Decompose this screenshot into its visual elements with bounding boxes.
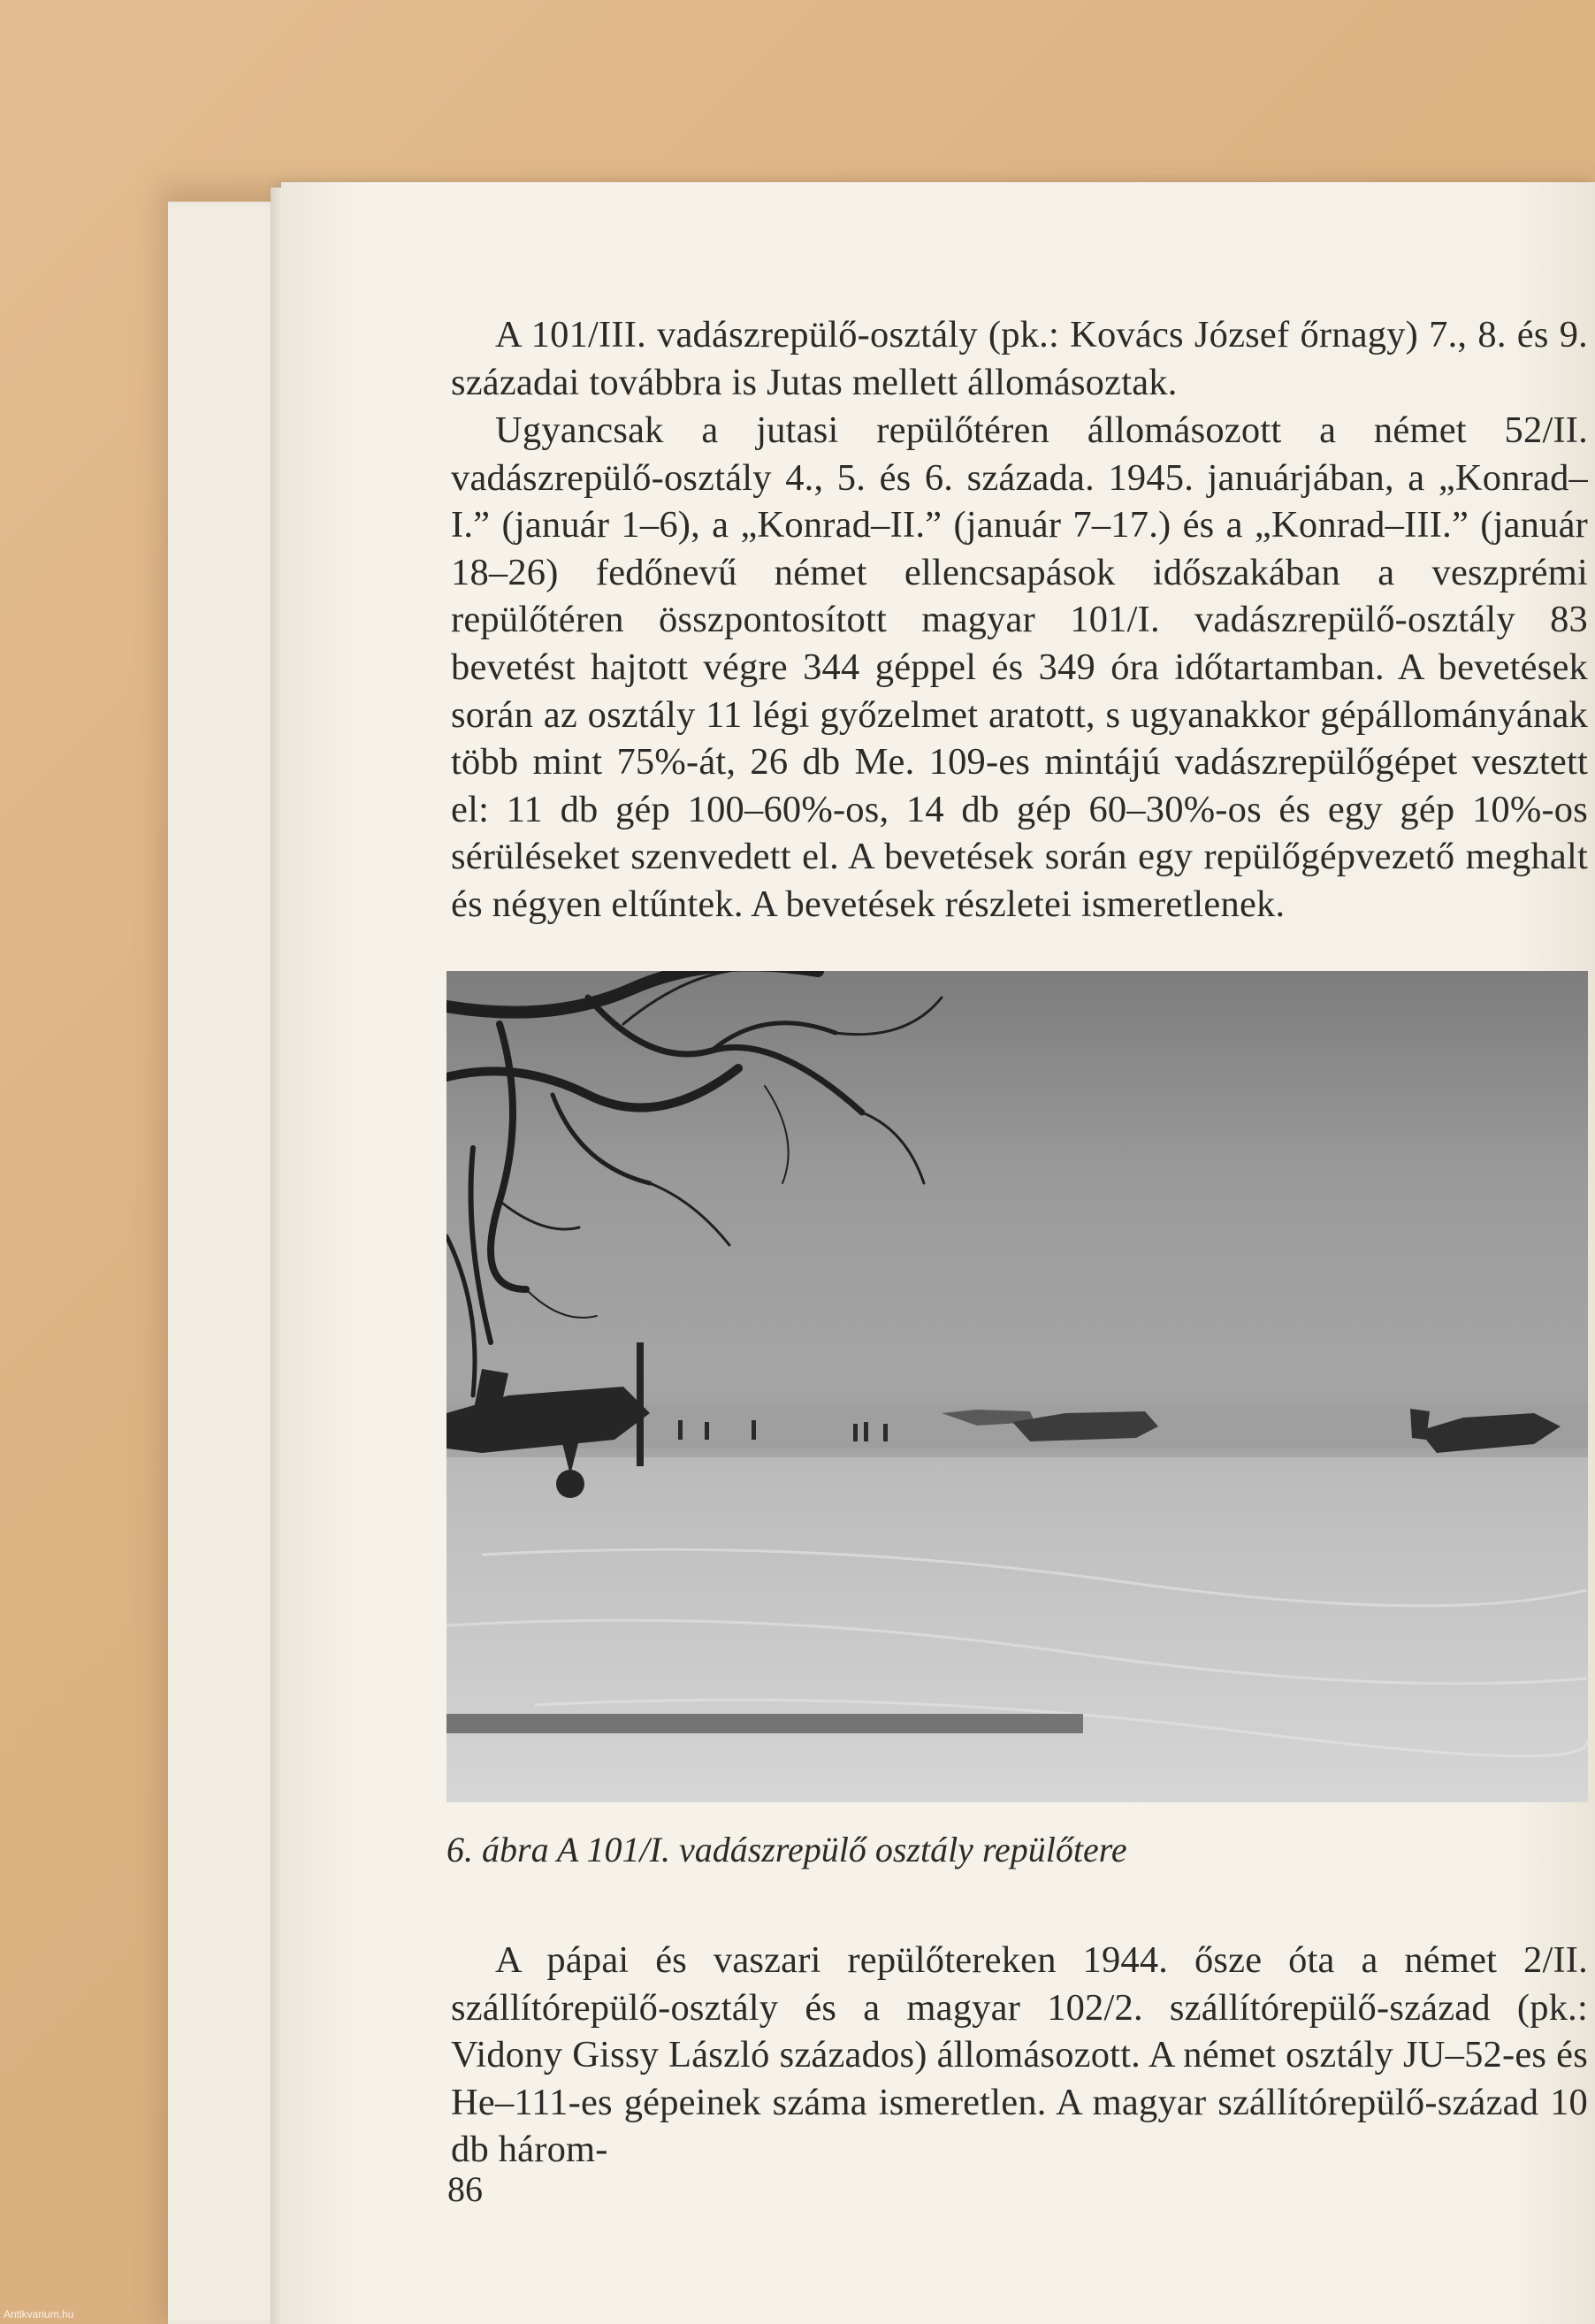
airfield-photo [446, 971, 1588, 1802]
page-number: 86 [447, 2169, 483, 2209]
page-edge [271, 187, 283, 2324]
foreground-log [446, 1714, 1083, 1733]
paragraph-2: Ugyancsak a jutasi repülőtéren állomásozott a német 52/II. vadászrepülő-osztály 4., 5. és 6. százada. 1945. januárjában, a „Konrad–I.” (január 1–6), a „Konrad–II.” (január 7–17.) és a „Konrad–III.” (január 18–26) fedőnevű német ellencsapások időszakában a veszprémi repülőtéren összpontosított magyar 101/I. vadászrepülő-osztály 83 bevetést hajtott végre 344 géppel és 349 óra időtartamban. A bevetések során az osztály 11 légi győzelmet aratott, s ugyanakkor gépállományának több mint 75%-át, 26 db Me. 109-es mintájú vadászrepülőgépet vesztett el: 11 db gép 100–60%-os, 14 db gép 60–30%-os és egy gép 10%-os sérüléseket szenvedett el. A bevetések során egy repülőgépvezető meghalt és négyen eltűntek. A bevetések részletei ismeretlenek. [451, 409, 1588, 925]
watermark: Antikvarium.hu [4, 2308, 74, 2320]
figure-caption: 6. ábra A 101/I. vadászrepülő osztály repülőtere [446, 1830, 1127, 1869]
airfield-photo-illustration [446, 971, 1588, 1802]
paragraph-3: A pápai és vaszari repülőtereken 1944. ősze óta a német 2/II. szállítórepülő-osztály és a magyar 102/2. szállítórepülő-század (pk.: Vidony Gissy László százados) állomásozott. A német osztály JU–52-es és He–111-es gépeinek száma ismeretlen. A magyar szállítórepülő-század 10 db három- [451, 1939, 1588, 2171]
paragraph-1: A 101/III. vadászrepülő-osztály (pk.: Kovács József őrnagy) 7., 8. és 9. századai továbbra is Jutas mellett állomásoztak. [451, 314, 1588, 403]
tree-branches [446, 971, 942, 1395]
